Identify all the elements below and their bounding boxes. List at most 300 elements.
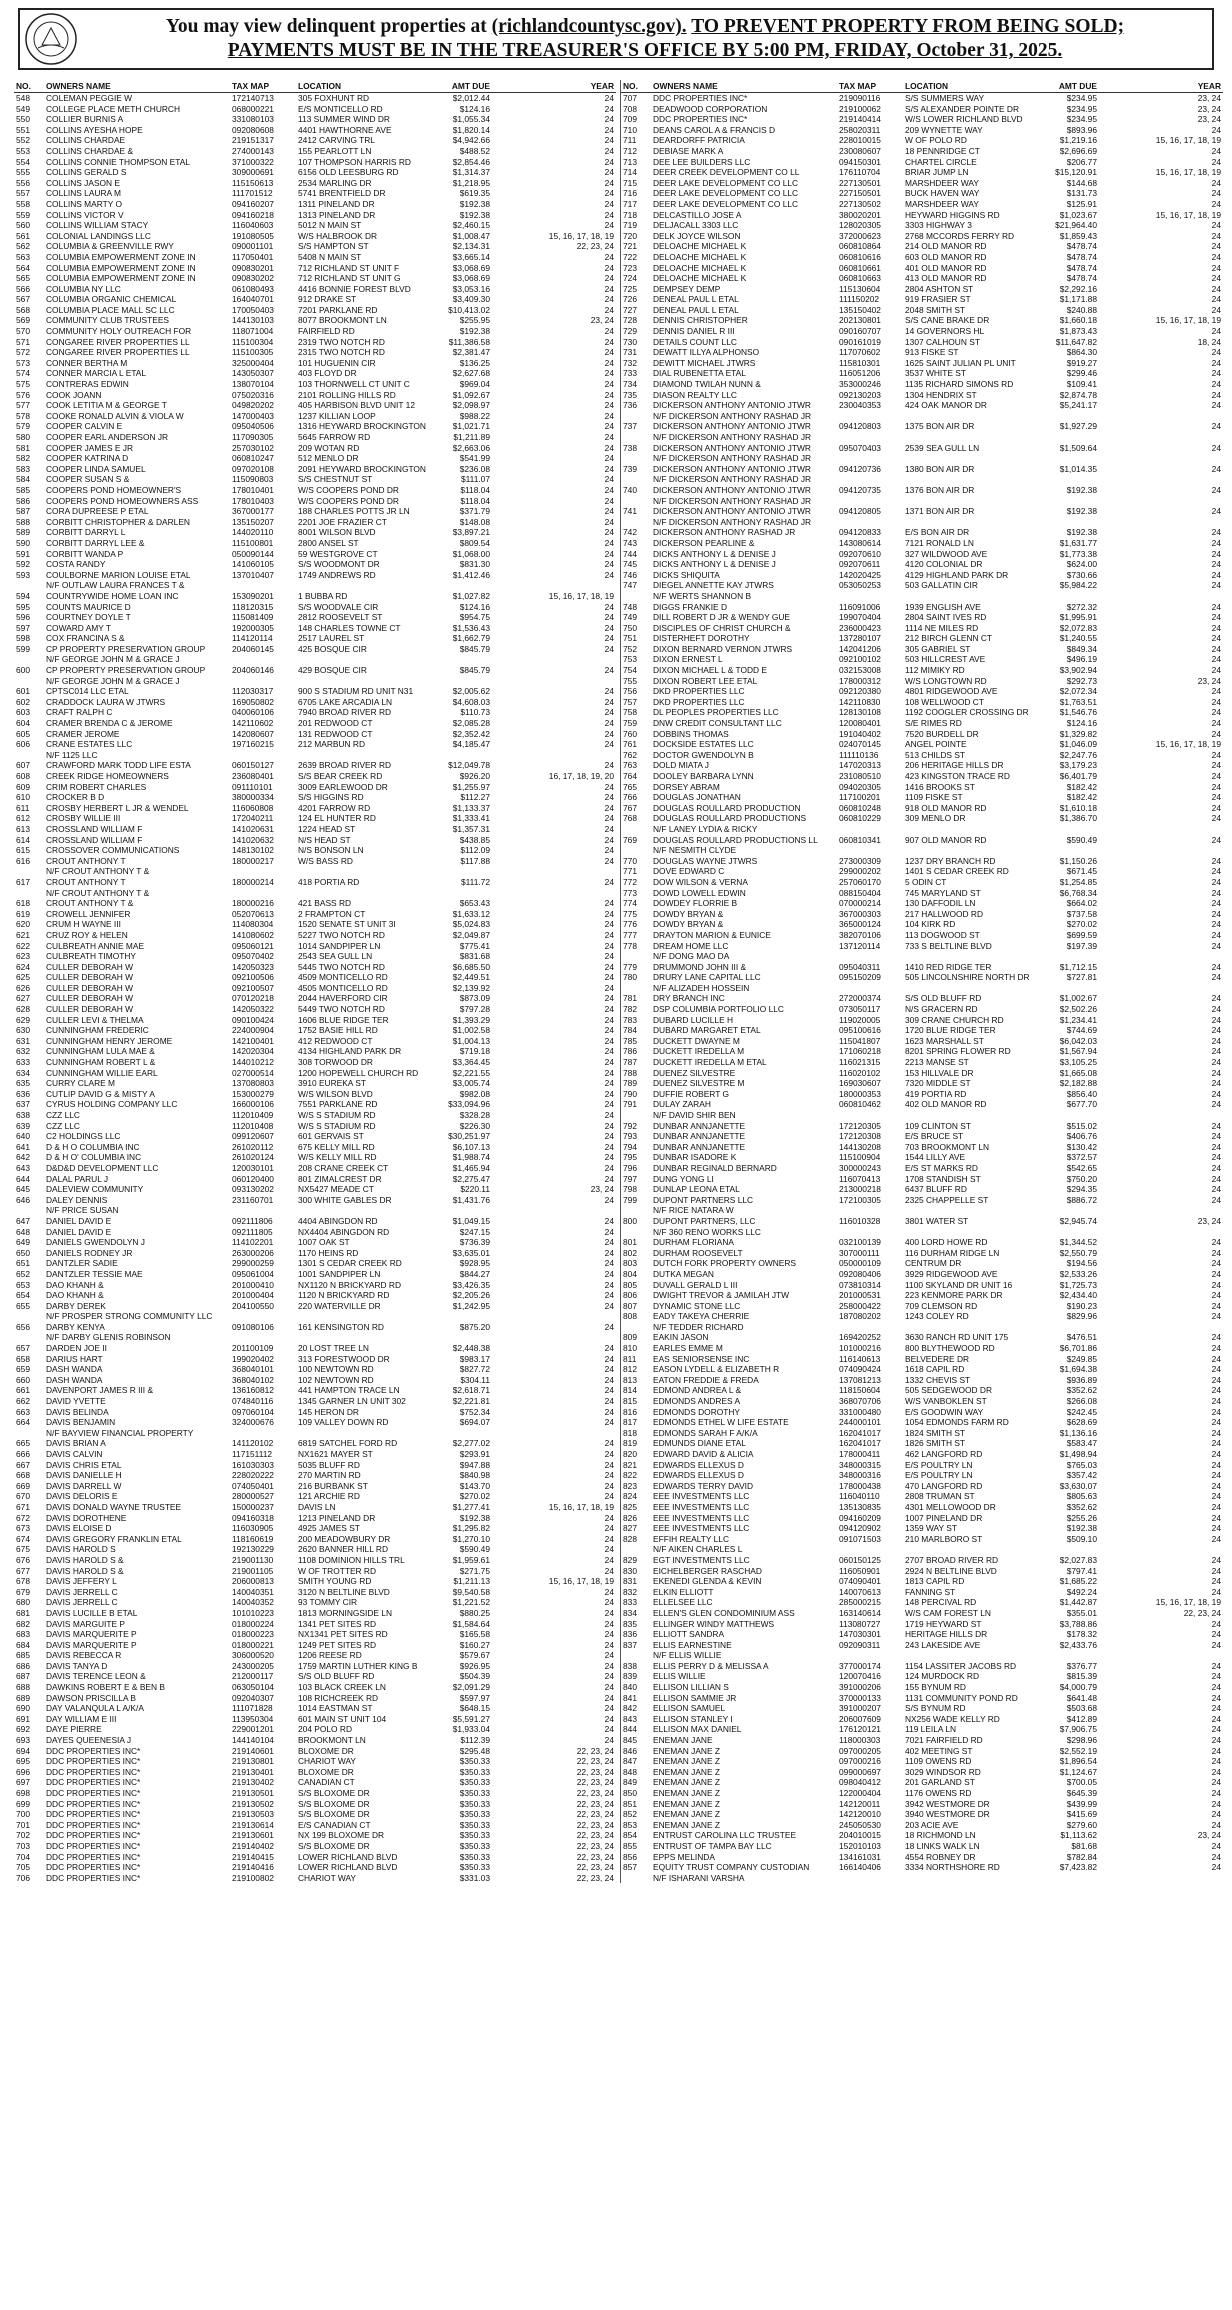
table-row	[14, 782, 616, 793]
location: CHARTEL CIRCLE	[905, 156, 977, 167]
row-number: 727	[623, 304, 637, 315]
tax-map: 092070611	[839, 559, 881, 570]
tax-years: 24	[604, 569, 614, 580]
row-number: 689	[16, 1692, 30, 1703]
location	[296, 1205, 430, 1216]
table-row	[621, 432, 1223, 443]
owner-name: DDC PROPERTIES INC*	[46, 1788, 141, 1798]
row-number: 702	[16, 1830, 30, 1841]
location: 918 OLD MANOR RD	[905, 802, 987, 813]
location: 505 SEDGEWOOD DR	[905, 1385, 993, 1396]
location: 313 FORESTWOOD DR	[298, 1353, 390, 1364]
tax-years: 24	[604, 718, 614, 729]
tax-years: 24	[1211, 145, 1221, 156]
owner-name: CRAWFORD MARK TODD LIFE ESTA	[46, 760, 191, 771]
owner-name: DASH WANDA	[46, 1364, 103, 1375]
table-row	[621, 993, 1223, 1004]
amount-due: $4,942.66	[452, 135, 490, 146]
tax-map: 018000223	[232, 1629, 274, 1640]
owner-name: DAVIS DANIELLE H	[46, 1470, 122, 1481]
tax-map: 163140614	[839, 1607, 881, 1618]
tax-map: 050090144	[232, 548, 274, 559]
tax-years: 22, 23, 24	[1183, 1607, 1221, 1618]
row-number: 586	[16, 495, 30, 506]
row-number	[621, 1227, 651, 1238]
tax-years: 24	[1211, 527, 1221, 538]
owner-name: DIAL RUBENETTA ETAL	[653, 368, 746, 379]
owner-name: EDWARD DAVID & ALICIA	[653, 1449, 754, 1459]
tax-years: 24	[604, 1597, 614, 1608]
tax-years: 24	[1211, 1396, 1221, 1407]
table-row	[621, 633, 1223, 644]
table-row	[14, 729, 616, 740]
row-number: 802	[623, 1247, 637, 1258]
table-row	[621, 1555, 1223, 1566]
location: 124 EL HUNTER RD	[298, 813, 376, 824]
tax-map: 118160619	[232, 1533, 274, 1544]
location: S/S BLOXOME DR	[298, 1798, 370, 1809]
table-row	[621, 1078, 1223, 1089]
tax-map: 116030905	[232, 1523, 274, 1534]
location: 1826 SMITH ST	[905, 1438, 966, 1449]
tax-years: 24	[604, 262, 614, 273]
location: 423 KINGSTON TRACE RD	[905, 771, 1010, 781]
amount-due: $2,027.83	[1059, 1554, 1097, 1565]
tax-years: 24	[1211, 230, 1221, 241]
location: 112 MIMIKY RD	[905, 665, 965, 676]
table-row	[621, 167, 1223, 178]
tax-years: 24	[604, 898, 614, 909]
location: W OF POLO RD	[905, 135, 967, 146]
tax-years: 24	[1211, 1840, 1221, 1851]
row-number: 852	[623, 1809, 637, 1820]
amount-due	[430, 866, 492, 877]
tax-map: 137010407	[232, 569, 274, 580]
location: 6437 BLUFF RD	[905, 1184, 967, 1195]
table-row	[621, 1046, 1223, 1057]
owner-name: CULLER LEVI & THELMA	[46, 1014, 144, 1025]
tax-map: 180000216	[232, 898, 274, 909]
tax-years: 24	[1211, 1427, 1221, 1438]
tax-years	[492, 654, 616, 665]
tax-years: 24	[604, 1618, 614, 1629]
row-number: 821	[623, 1459, 637, 1470]
amount-due: $2,448.38	[452, 1343, 490, 1354]
owner-name: DANIEL DAVID E	[46, 1226, 112, 1237]
table-row	[14, 379, 616, 390]
row-number: 826	[623, 1512, 637, 1523]
tax-years	[492, 1428, 616, 1439]
row-number: 823	[623, 1480, 637, 1491]
location: 2325 CHAPPELLE ST	[905, 1194, 989, 1205]
owner-name: DDC PROPERTIES INC*	[46, 1819, 141, 1830]
location: E/S BRUCE ST	[905, 1131, 964, 1142]
tax-map: 325000404	[232, 357, 274, 368]
amount-due: $5,024.83	[452, 919, 490, 930]
row-number: 744	[623, 548, 637, 559]
tax-map: 219130402	[232, 1777, 274, 1788]
table-row	[14, 1354, 616, 1365]
table-row	[621, 411, 1223, 422]
amount-due: $2,182.88	[1059, 1078, 1097, 1089]
owner-name: CULLER DEBORAH W	[46, 961, 134, 972]
table-row	[14, 1227, 616, 1238]
owner-name: DENNIS DANIEL R III	[653, 326, 735, 337]
row-number: 603	[16, 707, 30, 718]
amount-due: $190.23	[1066, 1300, 1097, 1311]
owner-name: DOOLEY BARBARA LYNN	[653, 771, 754, 781]
tax-years: 24	[604, 1290, 614, 1301]
amount-due: $131.73	[1066, 188, 1097, 199]
location: 18 RICHMOND LN	[905, 1830, 976, 1841]
table-row	[621, 1269, 1223, 1280]
location	[296, 580, 430, 591]
owner-name: CULBREATH ANNIE MAE	[46, 940, 145, 951]
amount-due: $2,275.47	[452, 1173, 490, 1184]
tax-years: 24	[1211, 749, 1221, 760]
table-row	[14, 241, 616, 252]
row-number: 711	[623, 135, 637, 146]
tax-years: 24	[604, 739, 614, 750]
tax-map: 116060808	[232, 802, 274, 813]
row-number: 619	[16, 908, 30, 919]
table-row	[14, 104, 616, 115]
tax-map: 202130801	[839, 315, 881, 326]
tax-map: 144130208	[839, 1141, 881, 1152]
tax-map: 116040603	[232, 220, 274, 231]
amount-due: $15,120.91	[1055, 167, 1097, 178]
owner-name: DAVIS HAROLD S &	[46, 1554, 124, 1565]
owner-name: DICKERSON ANTHONY ANTONIO JTWR	[653, 442, 811, 453]
owner-name: COMMUNITY CLUB TRUSTEES	[46, 315, 170, 326]
owner-name: EDMONDS ANDRES A	[653, 1396, 741, 1407]
owner-name: DAVIS BENJAMIN	[46, 1417, 116, 1428]
amount-due: $1,633.12	[452, 908, 490, 919]
table-row	[14, 1258, 616, 1269]
tax-map: 206007609	[839, 1713, 881, 1724]
tax-years: 22, 23, 24	[576, 1840, 614, 1851]
amount-due: $270.02	[459, 1491, 490, 1502]
table-row	[621, 188, 1223, 199]
tax-years: 24	[1211, 1724, 1221, 1735]
amount-due	[1037, 453, 1099, 464]
amount-due: $936.89	[1066, 1374, 1097, 1385]
row-number: 840	[623, 1682, 637, 1693]
tax-years: 22, 23, 24	[576, 1788, 614, 1798]
table-row	[14, 1587, 616, 1598]
owner-name: DAVIS HAROLD S	[46, 1544, 116, 1555]
table-row	[14, 1015, 616, 1026]
amount-due: $476.51	[1066, 1332, 1097, 1343]
table-row	[14, 1068, 616, 1079]
table-row	[14, 951, 616, 962]
amount-due: $597.97	[459, 1692, 490, 1703]
owner-name: DENEAL PAUL L ETAL	[653, 304, 739, 315]
owner-name: DARBY DEREK	[46, 1300, 106, 1311]
tax-map	[230, 1332, 296, 1343]
owner-name: DIAMOND TWILAH NUNN &	[653, 379, 761, 390]
row-number: 838	[623, 1660, 637, 1671]
location: 462 LANGFORD RD	[905, 1449, 983, 1459]
row-number: 655	[16, 1300, 30, 1311]
location: 733 S BELTLINE BLVD	[905, 940, 992, 951]
location: 1341 PET SITES RD	[298, 1618, 377, 1629]
row-number: 637	[16, 1099, 30, 1110]
owner-name: DNW CREDIT CONSULTANT LLC	[653, 718, 782, 729]
owner-name: DELOACHE MICHAEL K	[653, 273, 747, 284]
amount-due: $1,773.38	[1059, 548, 1097, 559]
county-website-link[interactable]: (richlandcountysc.gov).	[491, 16, 687, 37]
table-row	[14, 1046, 616, 1057]
table-row	[14, 760, 616, 771]
location	[903, 496, 1037, 507]
row-number: 625	[16, 972, 30, 983]
tax-years: 24	[1211, 633, 1221, 644]
amount-due: $1,357.31	[452, 823, 490, 834]
table-row	[14, 167, 616, 178]
table-row	[621, 1587, 1223, 1598]
amount-due	[430, 1205, 492, 1216]
tax-map: 060810341	[839, 834, 881, 845]
location: 107 THOMPSON HARRIS RD	[298, 156, 411, 167]
owner-name: COLLINS CHARDAE &	[46, 145, 134, 156]
table-row	[14, 1714, 616, 1725]
tax-years: 24	[604, 1120, 614, 1131]
tax-map: 117090305	[232, 432, 274, 442]
row-number: 693	[16, 1735, 30, 1746]
location: 108 WELLWOOD CT	[905, 696, 984, 707]
table-row	[14, 157, 616, 168]
owner-name: ELLISON SAMMIE JR	[653, 1692, 737, 1703]
owner-name: CZZ LLC	[46, 1110, 80, 1120]
amount-due: $509.10	[1066, 1533, 1097, 1544]
location: 3630 RANCH RD UNIT 175	[905, 1332, 1009, 1343]
table-row	[14, 750, 616, 761]
location: 3537 WHITE ST	[905, 368, 966, 379]
tax-years: 15, 16, 17, 18, 19	[1155, 135, 1221, 146]
owner-name: DAYE PIERRE	[46, 1724, 102, 1735]
tax-map: 300000243	[839, 1162, 881, 1173]
tax-years: 24	[1211, 961, 1221, 972]
location: 2924 N BELTLINE BLVD	[905, 1565, 997, 1576]
location: 1014 EASTMAN ST	[298, 1703, 373, 1714]
location: BELVEDERE DR	[905, 1353, 970, 1364]
tax-map: 117070602	[839, 347, 881, 358]
location: 153 HILLVALE DR	[905, 1067, 974, 1078]
amount-due: $192.38	[1066, 527, 1097, 538]
row-number: 758	[623, 707, 637, 718]
amount-due: $1,959.61	[452, 1554, 490, 1565]
owner-name: DULAY ZARAH	[653, 1099, 711, 1110]
tax-years: 24	[604, 1025, 614, 1036]
owner-name: DAVIS LUCILLE B ETAL	[46, 1607, 138, 1618]
tax-map: 169050802	[232, 696, 274, 707]
tax-years: 24	[1211, 421, 1221, 432]
tax-map: 092130203	[839, 389, 881, 400]
table-row	[621, 294, 1223, 305]
table-row	[621, 1608, 1223, 1619]
tax-map: 261020124	[232, 1152, 274, 1163]
tax-years: 24	[1211, 389, 1221, 400]
location: E/S ST MARKS RD	[905, 1162, 978, 1173]
amount-due	[430, 750, 492, 761]
tax-map: 142020425	[839, 569, 881, 580]
location: BROOKMONT LN	[298, 1735, 366, 1746]
row-number: 817	[623, 1417, 637, 1428]
row-number: 848	[623, 1766, 637, 1777]
tax-years: 24	[604, 453, 614, 464]
tax-years: 24	[1211, 1671, 1221, 1682]
location: 3910 EUREKA ST	[298, 1078, 366, 1089]
table-row	[14, 1332, 616, 1343]
location: 4129 HIGHLAND PARK DR	[905, 569, 1009, 580]
row-number: 682	[16, 1618, 30, 1629]
amount-due	[1037, 824, 1099, 835]
location: 309 MENLO DR	[905, 813, 966, 824]
owner-name: DANIELS RODNEY JR	[46, 1247, 133, 1258]
owner-name: COLLEGE PLACE METH CHURCH	[46, 103, 181, 114]
tax-years: 24	[1211, 1385, 1221, 1396]
location: 1154 LASSITER JACOBS RD	[905, 1660, 1017, 1671]
tax-map: 094120735	[839, 484, 881, 495]
owner-name: EGT INVESTMENTS LLC	[653, 1554, 750, 1565]
owner-name: COUNTRYWIDE HOME LOAN INC	[46, 590, 179, 601]
owner-name: EDWARDS TERRY DAVID	[653, 1480, 754, 1491]
location	[903, 845, 1037, 856]
amount-due: $226.30	[459, 1120, 490, 1131]
table-row	[621, 1015, 1223, 1026]
table-row	[14, 930, 616, 941]
tax-map: 135130835	[839, 1501, 881, 1512]
owner-name: DISTERHEFT DOROTHY	[653, 633, 750, 644]
owner-name: COULBORNE MARION LOUISE ETAL	[46, 569, 191, 580]
table-row	[14, 474, 616, 485]
amount-due: $1,859.43	[1059, 230, 1097, 241]
tax-map: 172120305	[839, 1120, 881, 1131]
location	[296, 1311, 430, 1322]
tax-map: 138070104	[232, 379, 274, 390]
tax-map: 050000109	[839, 1258, 881, 1269]
location: MARSHDEER WAY	[905, 198, 979, 209]
location: 5035 BLUFF RD	[298, 1459, 360, 1470]
amount-due: $2,533.26	[1059, 1268, 1097, 1279]
table-row	[14, 1619, 616, 1630]
location	[296, 750, 430, 761]
owner-name: EDMONDS ETHEL W LIFE ESTATE	[653, 1417, 789, 1428]
table-row	[621, 1841, 1223, 1852]
amount-due: $1,055.34	[452, 114, 490, 125]
tax-years: 24	[604, 145, 614, 156]
tax-years: 24	[1211, 718, 1221, 729]
tax-years: 24	[604, 802, 614, 813]
tax-map: 201000531	[839, 1290, 881, 1301]
row-number: 614	[16, 834, 30, 845]
owner-name: CRAMER JEROME	[46, 728, 120, 739]
tax-years: 24	[1211, 898, 1221, 909]
tax-map: 144140104	[232, 1735, 274, 1746]
amount-due	[1037, 1322, 1099, 1333]
row-number: 779	[623, 961, 637, 972]
tax-years: 23, 24	[1197, 1830, 1221, 1841]
tax-map: 142110602	[232, 718, 274, 729]
tax-years: 24	[1211, 400, 1221, 411]
row-number: 574	[16, 368, 30, 379]
tax-years: 24	[1211, 1004, 1221, 1015]
location: 216 BURBANK ST	[298, 1480, 368, 1491]
location: 101 HUGUENIN CIR	[298, 357, 376, 368]
row-number: 695	[16, 1756, 30, 1767]
owner-name: DREAM HOME LLC	[653, 940, 729, 951]
tax-map: 368040101	[232, 1364, 274, 1375]
tax-map: 274000143	[232, 145, 274, 156]
tax-years: 24	[604, 177, 614, 188]
tax-years: 24	[1211, 1438, 1221, 1449]
tax-map: 095150209	[839, 972, 881, 983]
table-row	[14, 845, 616, 856]
amount-due	[1037, 1205, 1099, 1216]
location: N/S GRACERN RD	[905, 1004, 978, 1015]
tax-map: 120080401	[839, 718, 881, 729]
tax-years: 24	[1211, 972, 1221, 983]
owner-name: DANTZLER TESSIE MAE	[46, 1268, 143, 1279]
owner-name: CRANE ESTATES LLC	[46, 739, 133, 750]
tax-map: 052070613	[232, 908, 274, 919]
tax-map: 178010403	[232, 495, 274, 506]
row-number: 684	[16, 1639, 30, 1650]
tax-map: 170050403	[232, 304, 274, 315]
amount-due: $415.69	[1066, 1809, 1097, 1820]
row-number: 557	[16, 188, 30, 199]
tax-years: 24	[604, 643, 614, 654]
amount-due: $357.42	[1066, 1470, 1097, 1481]
owner-name: CPTSC014 LLC ETAL	[46, 686, 129, 697]
row-number: 750	[623, 622, 637, 633]
row-number: 707	[623, 93, 637, 103]
tax-map: 092040307	[232, 1692, 274, 1703]
tax-map: 128130108	[839, 707, 881, 718]
tax-years: 24	[1211, 283, 1221, 294]
table-row	[621, 305, 1223, 316]
table-row	[621, 654, 1223, 665]
owner-name: DIXON ERNEST L	[653, 654, 723, 665]
row-number	[621, 453, 651, 464]
row-number: 827	[623, 1523, 637, 1534]
owner-name: EDWARDS ELLEXUS D	[653, 1470, 744, 1481]
table-row	[14, 1163, 616, 1174]
tax-years: 24	[1211, 855, 1221, 866]
table-row	[14, 1311, 616, 1322]
table-row	[621, 538, 1223, 549]
table-row	[14, 347, 616, 358]
row-number	[621, 432, 651, 443]
owner-name: EFFIH REALTY LLC	[653, 1533, 730, 1544]
location: BUCK HAVEN WAY	[905, 188, 980, 199]
row-number: 667	[16, 1459, 30, 1470]
amount-due	[1037, 496, 1099, 507]
tax-map: 176120121	[839, 1724, 881, 1735]
location: SMITH YOUNG RD	[298, 1576, 372, 1587]
table-row	[14, 1544, 616, 1555]
location: 270 MARTIN RD	[298, 1470, 361, 1481]
row-number: 616	[16, 855, 30, 866]
amount-due: $1,662.79	[452, 633, 490, 644]
row-number: 798	[623, 1184, 637, 1195]
tax-years: 24	[604, 357, 614, 368]
table-row	[14, 739, 616, 750]
table-row	[621, 1470, 1223, 1481]
row-number: 585	[16, 484, 30, 495]
row-number	[621, 411, 651, 422]
